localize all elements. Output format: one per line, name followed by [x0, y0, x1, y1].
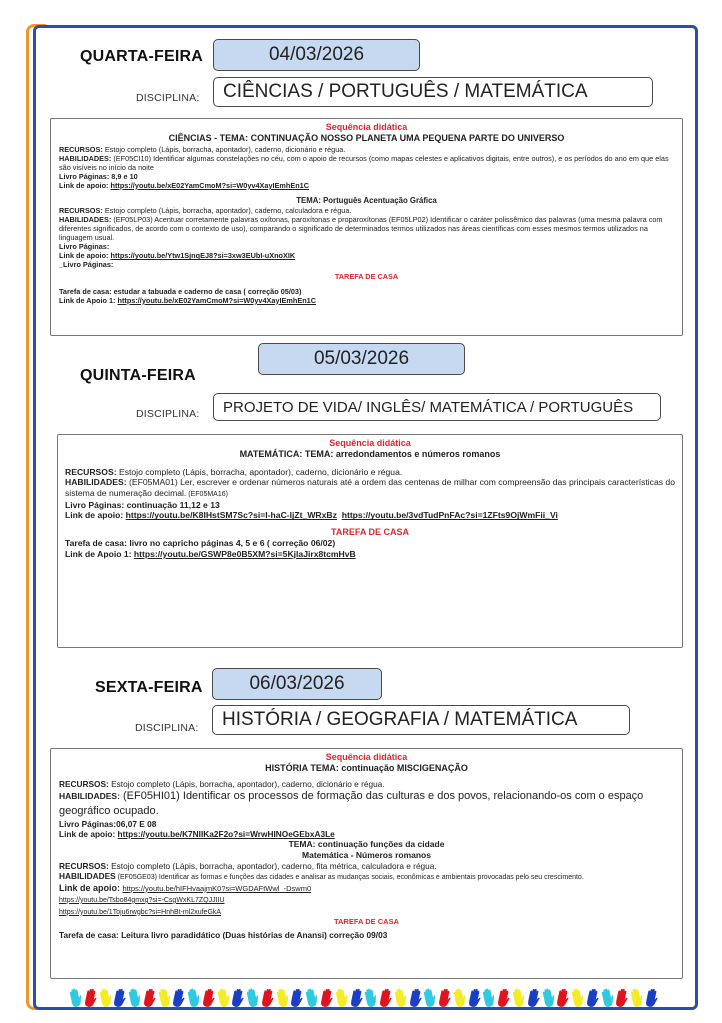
weekday-label-friday: SEXTA-FEIRA: [95, 679, 203, 696]
lesson-plan-friday: [50, 748, 683, 979]
sequence-title: Sequência didática: [325, 122, 408, 132]
support-link-1[interactable]: https://youtu.be/K8IHstSM7Sc?si=I-haC-ljZt_WRxBz: [125, 510, 337, 521]
support-link-3[interactable]: https://youtu.be/1Toju6rwgbc?si=HnhBt-ml2xufeGkA: [59, 908, 222, 916]
support-link-line: Link de apoio: https://youtu.be/Ytw1SjnqEJ8?si=3xw3EUbI-uXnoXIK: [59, 251, 296, 261]
discipline-box-thursday: PROJETO DE VIDA/ INGLÊS/ MATEMÁTICA / PORTUGUÊS: [213, 393, 661, 421]
homework-link[interactable]: https://youtu.be/xE02YamCmoM?si=W0yv4XayIEmhEn1C: [117, 295, 317, 305]
hand-icon: [570, 988, 584, 1008]
resources-line: RECURSOS: Estojo completo (Lápis, borracha, apontador), caderno, dicionário e régua.: [59, 778, 385, 789]
hand-icon: [614, 988, 628, 1008]
homework-text: Tarefa de casa: estudar a tabuada e caderno de casa ( correção 05/03): [59, 286, 302, 296]
book-pages: Livro Páginas: 8,9 e 10: [59, 171, 138, 181]
hand-icon: [585, 988, 599, 1008]
weekday-label-thursday: QUINTA-FEIRA: [80, 367, 196, 384]
hand-icon: [319, 988, 333, 1008]
support-link-2[interactable]: https://youtu.be/Tsbo84gmxg?si=-CsgWxKL7ZQJJIIU: [59, 896, 225, 904]
support-link-line: Link de apoio: https://youtu.be/K7NIIKa2F2o?si=WrwHINOeGEbxA3Le: [59, 828, 335, 839]
support-link[interactable]: https://youtu.be/K7NIIKa2F2o?si=WrwHINOeGEbxA3Le: [117, 828, 335, 839]
date-box-friday: 06/03/2026: [212, 668, 382, 700]
homework-text: Tarefa de casa: livro no capricho páginas 4, 5 e 6 ( correção 06/02): [65, 538, 336, 549]
hand-icon: [629, 988, 643, 1008]
homework-title: TAREFA DE CASA: [333, 917, 399, 927]
hand-icon: [304, 988, 318, 1008]
book-pages: Livro Páginas:06,07 E 08: [59, 818, 157, 829]
homework-link[interactable]: https://youtu.be/GSWP8e0B5XM?si=5KjlaJirx8tcmHvB: [133, 549, 356, 560]
support-link[interactable]: https://youtu.be/Ytw1SjnqEJ8?si=3xw3EUbI-uXnoXIK: [110, 251, 296, 261]
skills-line: HABILIDADES: (EF05HI01) Identificar os processos de formação das culturas e dos povos, relacionando-os com o espaço geográfico ocupado.: [59, 789, 644, 817]
hand-icon: [378, 988, 392, 1008]
date-box-wednesday: 04/03/2026: [213, 39, 420, 71]
hand-icon: [171, 988, 185, 1008]
homework-link-line: Link de Apoio 1: https://youtu.be/GSWP8e0B5XM?si=5KjlaJirx8tcmHvB: [65, 549, 356, 560]
discipline-label: DISCIPLINA:: [136, 408, 200, 420]
support-link-2[interactable]: https://youtu.be/3vdTudPnFAc?si=1ZFts9OjWmFii_Vi: [341, 510, 558, 521]
hands-border-decoration: [68, 984, 658, 1008]
resources-line: RECURSOS: Estojo completo (Lápis, borracha, apontador), caderno, fita métrica, calculadora e régua.: [59, 860, 437, 871]
hand-icon: [437, 988, 451, 1008]
hand-icon: [496, 988, 510, 1008]
support-link-line: Link de apoio: https://youtu.be/hIFHvaajmK0?si=WGDAFtWwl_-Dswm0: [59, 882, 312, 893]
hand-icon: [260, 988, 274, 1008]
hand-icon: [127, 988, 141, 1008]
hand-icon: [644, 988, 658, 1008]
hand-icon: [68, 988, 82, 1008]
hand-icon: [555, 988, 569, 1008]
theme-geografia: TEMA: continuação funções da cidade: [288, 839, 445, 850]
skills-line: HABILIDADES: (EF05LP03) Acentuar corretamente palavras oxítonas, paroxítonas e proparoxítonas (EF05LP02) Identificar o caráter polissêmico das palavras (uma mesma palavra com diferentes significados, de acordo com o contexto de uso), comparando o significado de determinados termos utilizados nas áreas científicas com esses mesmos termos utilizados na linguagem usual.: [59, 214, 663, 243]
discipline-label: DISCIPLINA:: [136, 92, 200, 104]
hand-icon: [334, 988, 348, 1008]
theme-portugues: TEMA: Português Acentuação Gráfica: [296, 196, 437, 206]
hand-icon: [112, 988, 126, 1008]
support-link[interactable]: https://youtu.be/xE02YamCmoM?si=W0yv4XayIEmhEn1C: [110, 180, 309, 190]
homework-title: TAREFA DE CASA: [334, 271, 399, 281]
lesson-plan-wednesday: [50, 118, 683, 336]
homework-title: TAREFA DE CASA: [330, 527, 409, 538]
homework-link-line: Link de Apoio 1: https://youtu.be/xE02YamCmoM?si=W0yv4XayIEmhEn1C: [59, 295, 317, 305]
subtheme-matematica: Matemática - Números romanos: [302, 849, 431, 860]
support-link-line: Link de apoio: https://youtu.be/xE02YamCmoM?si=W0yv4XayIEmhEn1C: [59, 180, 309, 190]
hand-icon: [526, 988, 540, 1008]
hand-icon: [142, 988, 156, 1008]
weekday-label-wednesday: QUARTA-FEIRA: [80, 48, 203, 65]
theme-matematica: MATEMÁTICA: TEMA: arredondamentos e números romanos: [239, 449, 501, 460]
support-link-1[interactable]: https://youtu.be/hIFHvaajmK0?si=WGDAFtWwl_-Dswm0: [122, 883, 312, 893]
book-pages: Livro Páginas:: [59, 242, 110, 252]
theme-ciencias: CIÊNCIAS - TEMA: CONTINUAÇÃO NOSSO PLANETA UMA PEQUENA PARTE DO UNIVERSO: [168, 133, 565, 144]
hand-icon: [83, 988, 97, 1008]
skills-line: HABILIDADES (EF05GE03) Identificar as formas e funções das cidades e analisar as mudanças sociais, econômicas e ambientais provocadas pelo seu crescimento.: [59, 870, 584, 881]
sequence-title: Sequência didática: [325, 752, 408, 762]
discipline-box-friday: HISTÓRIA / GEOGRAFIA / MATEMÁTICA: [212, 705, 630, 735]
book-pages: _Livro Páginas:: [59, 260, 114, 270]
skills-line: HABILIDADES: (EF05MA01) Ler, escrever e ordenar números naturais até a ordem das centenas de milhar com compreensão das principais características do sistema de numeração decimal. (EF05MA16): [65, 477, 675, 498]
resources-line: RECURSOS: Estojo completo (Lápis, borracha, apontador), caderno, calculadora e régua.: [59, 205, 352, 215]
hand-icon: [452, 988, 466, 1008]
homework-text: Tarefa de casa: Leitura livro paradidático (Duas histórias de Anansi) correção 09/03: [59, 929, 388, 940]
hand-icon: [245, 988, 259, 1008]
hand-icon: [511, 988, 525, 1008]
book-pages: Livro Páginas: continuação 11,12 e 13: [65, 499, 220, 510]
theme-historia: HISTÓRIA TEMA: continuação MISCIGENAÇÃO: [265, 763, 468, 774]
date-box-thursday: 05/03/2026: [258, 343, 465, 375]
discipline-label: DISCIPLINA:: [135, 722, 199, 734]
lesson-plan-thursday: [57, 434, 683, 648]
discipline-box-wednesday: CIÊNCIAS / PORTUGUÊS / MATEMÁTICA: [213, 77, 653, 107]
resources-line: RECURSOS: Estojo completo (Lápis, borracha, apontador), caderno, dicionário e régua.: [65, 466, 403, 477]
skills-line: HABILIDADES: (EF05CI10) Identificar algumas constelações no céu, com o apoio de recursos (como mapas celestes e aplicativos digitais, entre outros), e os períodos do ano em que elas são visíveis no início da noite: [59, 153, 669, 172]
hand-icon: [230, 988, 244, 1008]
support-link-line: Link de apoio: https://youtu.be/K8IHstSM7Sc?si=I-haC-ljZt_WRxBz https://youtu.be/3vdTudPnFAc?si=1ZFts9OjWmFii_Vi: [65, 510, 558, 521]
resources-line: RECURSOS: Estojo completo (Lápis, borracha, apontador), caderno, dicionário e régua.: [59, 144, 346, 154]
hand-icon: [393, 988, 407, 1008]
hand-icon: [186, 988, 200, 1008]
sequence-title: Sequência didática: [329, 438, 411, 448]
hand-icon: [201, 988, 215, 1008]
